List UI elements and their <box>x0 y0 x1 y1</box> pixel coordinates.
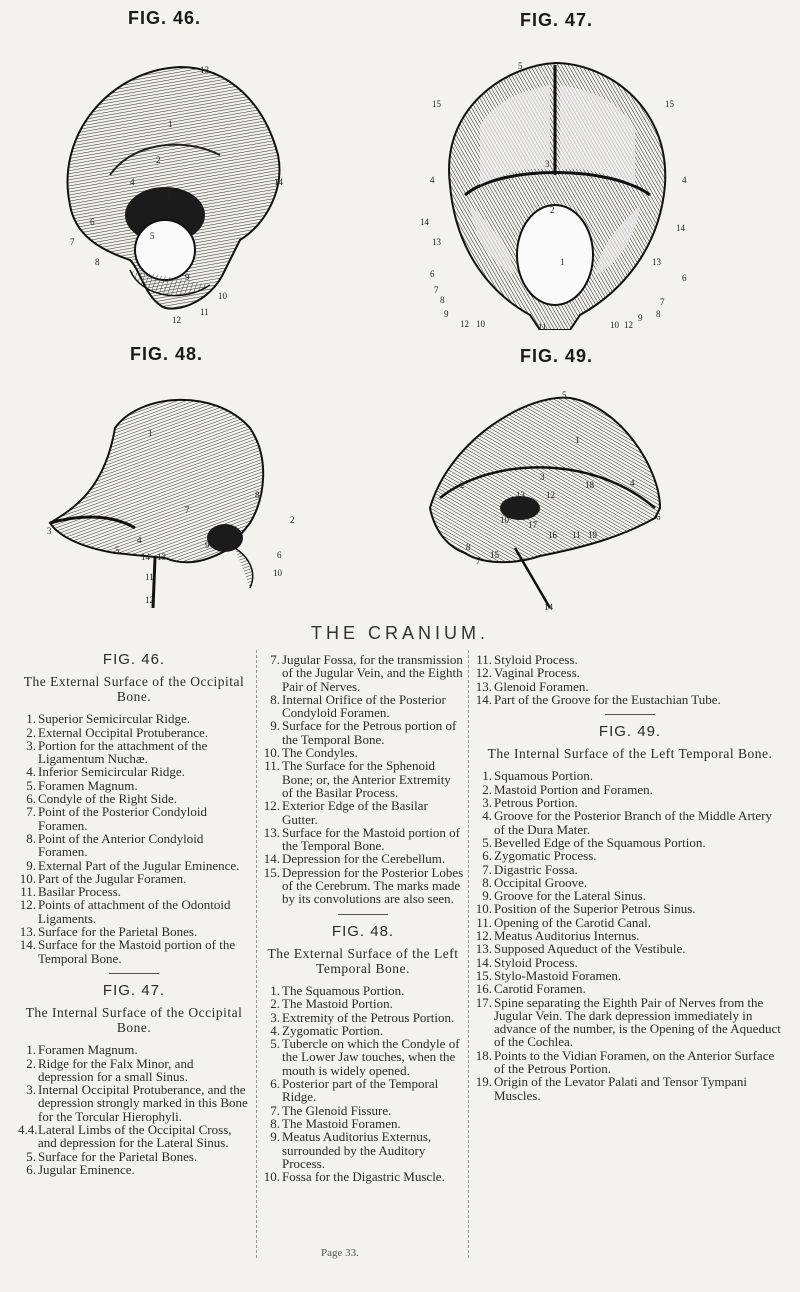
fig48-num-14: 14 <box>141 552 150 562</box>
legend-item-number: 7 . <box>262 1104 280 1117</box>
legend-item-text: The Condyles. <box>282 745 358 761</box>
legend-item-number: 13 . <box>18 925 36 938</box>
fig49-num-19: 19 <box>588 530 597 540</box>
fig47-num-11: 11 <box>538 322 547 330</box>
fig47-num-9a: 9 <box>444 309 449 319</box>
fig47-num-8a: 8 <box>440 295 445 305</box>
legend-item-number: 12 . <box>474 929 492 942</box>
fig49-num-13: 13 <box>516 490 525 500</box>
legend-item <box>474 956 786 969</box>
fig47-num-8b: 8 <box>656 309 661 319</box>
fig46-num-2: 2 <box>156 155 161 165</box>
legend-item-number: 15 . <box>474 969 492 982</box>
legend-item-text: Basilar Process. <box>38 884 122 900</box>
legend-item <box>262 1077 464 1104</box>
legend-item-text: Extremity of the Petrous Portion. <box>282 1009 455 1025</box>
legend-item <box>18 739 250 766</box>
fig47-num-12a: 12 <box>460 319 469 329</box>
legend-item-number: 2 . <box>18 1057 36 1070</box>
legend-item-text: Spine separating the Eighth Pair of Nerves from the Jugular Vein. The dark depression immediately in advance of the number, is the Opening of the Aqueduct of the Cochlea. <box>494 994 781 1050</box>
fig47-num-12b: 12 <box>624 320 633 330</box>
legend-item-number: 13 . <box>262 826 280 839</box>
legend-item-text: Posterior part of the Temporal Ridge. <box>282 1076 439 1105</box>
legend-item-text: Bevelled Edge of the Squamous Portion. <box>494 834 706 850</box>
fig48-label: FIG. 48. <box>130 344 204 364</box>
legend-item-number: 6 . <box>18 792 36 805</box>
legend-item-text: Fossa for the Digastric Muscle. <box>282 1169 445 1185</box>
fig49-num-4: 4 <box>630 478 635 488</box>
legend-item <box>18 938 250 965</box>
legend-item <box>262 1170 464 1183</box>
fig47-num-6a: 6 <box>430 269 435 279</box>
legend-item-number: 1 . <box>474 769 492 782</box>
fig47-num-7a: 7 <box>434 285 439 295</box>
legend-item-text: Styloid Process. <box>494 652 578 667</box>
legend-item-text: The Mastoid Foramen. <box>282 1115 401 1131</box>
legend-item <box>262 852 464 865</box>
fig46-num-7: 7 <box>70 237 75 247</box>
legend-item-number: 13 . <box>474 942 492 955</box>
fig49-label: FIG. 49. <box>520 346 594 366</box>
legend-item <box>474 902 786 915</box>
fig47-num-7b: 7 <box>660 297 665 307</box>
legend-item-text: Lateral Limbs of the Occipital Cross, and depression for the Lateral Sinus. <box>38 1122 232 1151</box>
legend-item-number: 3 . <box>18 1083 36 1096</box>
legend-item-text: Origin of the Levator Palati and Tensor Tympani Muscles. <box>494 1074 747 1103</box>
legend-item <box>18 1123 250 1150</box>
legend-item-text: Superior Semicircular Ridge. <box>38 711 190 727</box>
legend-item-number: 6 . <box>18 1163 36 1176</box>
fig48-num-8: 8 <box>255 490 260 500</box>
legend-item-number: 6 . <box>474 849 492 862</box>
legend-item-number: 4.4 . <box>18 1123 36 1136</box>
legend-item-text: Petrous Portion. <box>494 795 578 811</box>
legend-item <box>18 792 250 805</box>
legend-item <box>18 726 250 739</box>
legend-item-number: 3 . <box>474 796 492 809</box>
fig48-legend-heading: FIG. 48. <box>331 922 395 940</box>
legend-item-number: 14 . <box>18 938 36 951</box>
legend-item-number: 9 . <box>262 719 280 732</box>
fig49-num-2: 2 <box>460 480 465 490</box>
legend-item-text: Point of the Anterior Condyloid Foramen. <box>38 830 204 860</box>
legend-item <box>474 889 786 902</box>
legend-item-text: Zygomatic Process. <box>494 848 597 864</box>
column-divider-2 <box>468 650 469 1258</box>
legend-item-number: 7 . <box>18 805 36 818</box>
legend-item-number: 14 . <box>474 956 492 969</box>
legend-item-number: 6 . <box>262 1077 280 1090</box>
legend-item-number: 12 . <box>474 666 492 679</box>
legend-item <box>474 929 786 942</box>
legend-item-text: External Part of the Jugular Eminence. <box>38 857 240 873</box>
legend-item-number: 9 . <box>262 1130 280 1143</box>
fig47-num-2: 2 <box>550 205 555 215</box>
fig49-num-11: 11 <box>572 530 581 540</box>
legend-item <box>262 997 464 1010</box>
legend-item <box>18 859 250 872</box>
legend-item-text: Depression for the Cerebellum. <box>282 851 446 867</box>
legend-item-number: 8 . <box>18 832 36 845</box>
legend-item-text: Foramen Magnum. <box>38 777 138 793</box>
legend-item-number: 13 . <box>474 680 492 693</box>
legend-item-text: Glenoid Foramen. <box>494 678 589 694</box>
legend-item-number: 11 . <box>18 885 36 898</box>
fig49-num-15: 15 <box>490 550 499 560</box>
legend-item-number: 3 . <box>262 1011 280 1024</box>
legend-item <box>474 693 786 706</box>
legend-item <box>262 693 464 720</box>
legend-item-number: 19 . <box>474 1075 492 1088</box>
legend-item-text: Digastric Fossa. <box>494 861 578 877</box>
legend-item-number: 11 . <box>474 916 492 929</box>
legend-item <box>474 666 786 679</box>
fig47-num-14b: 14 <box>676 223 685 233</box>
fig48-num-10: 10 <box>273 568 282 578</box>
fig49-num-3: 3 <box>540 472 545 482</box>
legend-item-text: Point of the Posterior Condyloid Foramen. <box>38 804 207 833</box>
legend-item-text: Surface for the Mastoid portion of the Temporal Bone. <box>282 824 460 854</box>
legend-item-text: External Occipital Protuberance. <box>38 724 209 740</box>
fig46-illustration <box>50 55 290 330</box>
legend-item-number: 4 . <box>18 765 36 778</box>
legend-item <box>18 832 250 859</box>
legend-item <box>474 1049 786 1076</box>
legend-item <box>18 1057 250 1084</box>
section-title: THE CRANIUM. <box>311 623 489 643</box>
legend-item-text: Groove for the Posterior Branch of the Middle Artery of the Dura Mater. <box>494 808 772 837</box>
fig47-num-15b: 15 <box>665 99 674 109</box>
fig49-num-7: 7 <box>476 556 481 566</box>
legend-item-number: 15 . <box>262 866 280 879</box>
legend-item <box>262 653 464 693</box>
fig48-num-11: 11 <box>145 572 154 582</box>
legend-item-number: 5 . <box>474 836 492 849</box>
fig46-legend-heading: FIG. 46. <box>102 651 166 668</box>
legend-item <box>262 1024 464 1037</box>
legend-item-number: 5 . <box>18 779 36 792</box>
legend-item-number: 4 . <box>474 809 492 822</box>
legend-item <box>262 826 464 853</box>
legend-item <box>262 984 464 997</box>
legend-item-text: Opening of the Carotid Canal. <box>494 914 652 930</box>
fig49-num-14: 14 <box>544 602 553 612</box>
legend-item-number: 2 . <box>18 726 36 739</box>
legend-item <box>18 1163 250 1176</box>
legend-item-number: 10 . <box>262 746 280 759</box>
fig46-num-9: 9 <box>185 272 190 282</box>
legend-item <box>262 1104 464 1117</box>
legend-item <box>474 1075 786 1102</box>
fig47-num-3: 3 <box>545 159 550 169</box>
fig47-num-4a: 4 <box>430 175 435 185</box>
legend-item <box>474 653 786 666</box>
fig46-num-1: 1 <box>168 119 173 129</box>
legend-item-number: 7 . <box>262 653 280 666</box>
legend-item-text: Part of the Groove for the Eustachian Tube. <box>494 691 721 707</box>
legend-rule <box>338 914 388 915</box>
fig48-num-1: 1 <box>148 428 153 438</box>
legend-item-text: Depression for the Posterior Lobes of the Cerebrum. The marks made by its convolutions are also seen. <box>282 864 464 907</box>
fig47-num-1: 1 <box>560 257 565 267</box>
legend-item-text: Styloid Process. <box>494 954 578 970</box>
legend-item <box>262 1130 464 1170</box>
fig46-num-6: 6 <box>90 217 95 227</box>
fig48-num-13: 13 <box>157 552 166 562</box>
legend-item-number: 9 . <box>18 859 36 872</box>
legend-item-text: The Squamous Portion. <box>282 982 405 998</box>
legend-item <box>474 796 786 809</box>
legend-item-number: 12 . <box>18 898 36 911</box>
fig48-num-4: 4 <box>137 535 142 545</box>
legend-item-number: 1 . <box>262 984 280 997</box>
legend-column-2 <box>262 653 464 1183</box>
legend-item <box>474 836 786 849</box>
legend-item <box>262 1117 464 1130</box>
legend-item <box>262 719 464 746</box>
legend-item-number: 4 . <box>262 1024 280 1037</box>
fig46-num-12: 12 <box>172 315 181 325</box>
fig47-legend-list-continued <box>262 653 464 906</box>
legend-item-text: Surface for the Parietal Bones. <box>38 1148 198 1164</box>
fig49-illustration <box>420 388 680 613</box>
legend-item <box>262 746 464 759</box>
fig47-num-13a: 13 <box>432 237 441 247</box>
fig49-num-10: 10 <box>500 515 509 525</box>
legend-item <box>262 1037 464 1077</box>
legend-item <box>474 916 786 929</box>
legend-item <box>474 863 786 876</box>
fig48-illustration <box>45 388 295 613</box>
fig48-num-9: 9 <box>205 540 210 550</box>
fig47-num-9b: 9 <box>638 313 643 323</box>
legend-item-number: 2 . <box>262 997 280 1010</box>
fig46-num-3: 3 <box>165 187 170 197</box>
fig47-num-5: 5 <box>518 61 523 71</box>
fig47-num-6b: 6 <box>682 273 687 283</box>
fig46-num-11: 11 <box>200 307 209 317</box>
legend-item-text: Internal Occipital Protuberance, and the depression strongly marked in this Bone for the Torcular Hierophyli. <box>38 1082 248 1124</box>
legend-item <box>18 1150 250 1163</box>
fig48-num-7: 7 <box>185 505 190 515</box>
fig47-illustration <box>420 55 690 330</box>
fig46-label: FIG. 46. <box>128 8 202 28</box>
legend-item-text: Surface for the Petrous portion of the Temporal Bone. <box>282 718 457 747</box>
fig49-num-8: 8 <box>466 542 471 552</box>
legend-item <box>262 1011 464 1024</box>
fig49-num-6: 6 <box>656 512 661 522</box>
fig49-num-1: 1 <box>575 435 580 445</box>
legend-item-number: 5 . <box>262 1037 280 1050</box>
legend-item-number: 9 . <box>474 889 492 902</box>
fig48-num-5: 5 <box>115 545 120 555</box>
legend-item-text: Mastoid Portion and Foramen. <box>494 781 653 797</box>
legend-item-text: Tubercle on which the Condyle of the Lower Jaw touches, when the mouth is widely opened. <box>282 1036 460 1078</box>
legend-item <box>18 872 250 885</box>
fig48-num-2: 2 <box>290 515 295 525</box>
legend-item <box>474 769 786 782</box>
legend-item-text: Carotid Foramen. <box>494 981 586 997</box>
legend-item-number: 1 . <box>18 712 36 725</box>
fig49-legend-heading: FIG. 49. <box>598 723 662 741</box>
legend-item-number: 11 . <box>262 759 280 772</box>
fig49-legend-list <box>474 769 786 1101</box>
fig48-num-6: 6 <box>277 550 282 560</box>
legend-item-text: Squamous Portion. <box>494 768 593 784</box>
legend-item-number: 11 . <box>474 653 492 666</box>
legend-column-1 <box>18 653 250 1176</box>
legend-item-text: The Glenoid Fissure. <box>282 1102 392 1118</box>
legend-item-text: The Surface for the Sphenoid Bone; or, the Anterior Extremity of the Basilar Process. <box>282 758 451 800</box>
legend-item-text: Meatus Auditorius Internus. <box>494 928 640 944</box>
legend-item-number: 8 . <box>262 1117 280 1130</box>
fig46-num-14: 14 <box>274 177 283 187</box>
legend-item-number: 1 . <box>18 1043 36 1056</box>
fig47-num-4b: 4 <box>682 175 687 185</box>
legend-item-number: 14 . <box>474 693 492 706</box>
legend-item <box>474 876 786 889</box>
fig47-legend-subheading: The Internal Surface of the Occipital Bone. <box>25 1005 243 1036</box>
legend-item <box>474 783 786 796</box>
fig47-num-15a: 15 <box>432 99 441 109</box>
legend-item <box>18 712 250 725</box>
fig47-num-14a: 14 <box>420 217 429 227</box>
legend-item-number: 7 . <box>474 863 492 876</box>
fig47-num-10a: 10 <box>476 319 485 329</box>
fig46-num-5: 5 <box>150 231 155 241</box>
legend-item-number: 8 . <box>262 693 280 706</box>
legend-item-number: 14 . <box>262 852 280 865</box>
legend-item <box>18 805 250 832</box>
legend-item-text: Inferior Semicircular Ridge. <box>38 764 185 780</box>
legend-item-text: Points of attachment of the Odontoid Ligaments. <box>38 897 231 926</box>
fig46-num-4: 4 <box>130 177 135 187</box>
legend-item-text: Exterior Edge of the Basilar Gutter. <box>282 798 428 827</box>
legend-rule <box>605 714 655 715</box>
fig49-num-17: 17 <box>528 520 537 530</box>
legend-column-3 <box>474 653 786 1102</box>
legend-item-text: Internal Orifice of the Posterior Condyloid Foramen. <box>282 691 446 721</box>
legend-item-text: Stylo-Mastoid Foramen. <box>494 967 622 983</box>
fig47-num-10b: 10 <box>610 320 619 330</box>
legend-item-number: 10 . <box>474 902 492 915</box>
legend-item-number: 12 . <box>262 799 280 812</box>
legend-item <box>474 982 786 995</box>
legend-item-text: Jugular Fossa, for the transmission of the Jugular Vein, and the Eighth Pair of Nerves. <box>282 652 463 694</box>
legend-item-number: 10 . <box>18 872 36 885</box>
fig47-legend-list <box>18 1043 250 1176</box>
legend-item <box>262 799 464 826</box>
legend-item <box>18 925 250 938</box>
legend-item-text: Part of the Jugular Foramen. <box>38 870 187 886</box>
fig47-num-13b: 13 <box>652 257 661 267</box>
column-divider-1 <box>256 650 257 1258</box>
legend-rule <box>109 973 159 974</box>
fig49-num-12: 12 <box>546 490 555 500</box>
legend-item <box>18 1043 250 1056</box>
legend-item-text: Occipital Groove. <box>494 874 588 890</box>
legend-item-text: Position of the Superior Petrous Sinus. <box>494 901 696 917</box>
legend-item <box>474 942 786 955</box>
fig49-num-5: 5 <box>562 390 567 400</box>
legend-item-text: Foramen Magnum. <box>38 1042 138 1058</box>
fig47-legend-heading: FIG. 47. <box>102 981 166 999</box>
fig47-label: FIG. 47. <box>520 10 594 30</box>
legend-item-number: 18 . <box>474 1049 492 1062</box>
legend-item <box>18 885 250 898</box>
legend-item-text: Supposed Aqueduct of the Vestibule. <box>494 941 686 957</box>
legend-item-text: Portion for the attachment of the Ligamentum Nuchæ. <box>38 737 208 767</box>
legend-item-text: Zygomatic Portion. <box>282 1022 384 1038</box>
legend-item <box>474 809 786 836</box>
legend-item-text: Vaginal Process. <box>494 665 580 681</box>
fig46-legend-subheading: The External Surface of the Occipital Bone. <box>23 674 245 705</box>
legend-item-text: Meatus Auditorius Externus, surrounded by the Auditory Process. <box>282 1129 432 1171</box>
legend-item-text: Jugular Eminence. <box>38 1161 135 1177</box>
legend-item <box>474 680 786 693</box>
legend-item-number: 10 . <box>262 1170 280 1183</box>
legend-item-number: 8 . <box>474 876 492 889</box>
legend-item-text: Points to the Vidian Foramen, on the Anterior Surface of the Petrous Portion. <box>494 1047 775 1077</box>
fig48-legend-subheading: The External Surface of the Left Temporal Bone. <box>267 945 459 976</box>
legend-item-number: 5 . <box>18 1150 36 1163</box>
legend-item-number: 2 . <box>474 783 492 796</box>
legend-item <box>262 866 464 906</box>
page-number: Page 33. <box>321 1247 359 1259</box>
legend-item <box>474 996 786 1049</box>
fig48-num-12: 12 <box>145 595 154 605</box>
legend-item-number: 17 . <box>474 996 492 1009</box>
legend-item-text: Surface for the Parietal Bones. <box>38 924 198 940</box>
legend-item-text: Ridge for the Falx Minor, and depression for a small Sinus. <box>38 1055 194 1084</box>
legend-item <box>18 898 250 925</box>
legend-item <box>18 1083 250 1123</box>
legend-item <box>18 765 250 778</box>
fig48-num-3: 3 <box>47 526 52 536</box>
legend-item-number: 16 . <box>474 982 492 995</box>
fig48-legend-list <box>262 984 464 1183</box>
legend-item <box>262 759 464 799</box>
legend-item <box>474 969 786 982</box>
legend-item <box>474 849 786 862</box>
fig49-num-18: 18 <box>585 480 594 490</box>
fig49-num-16: 16 <box>548 530 557 540</box>
fig46-num-10: 10 <box>218 291 227 301</box>
legend-item-text: Condyle of the Right Side. <box>38 791 178 807</box>
legend-item <box>18 779 250 792</box>
legend-item-text: Groove for the Lateral Sinus. <box>494 888 646 904</box>
fig46-legend-list <box>18 712 250 965</box>
fig48-legend-list-continued <box>474 653 786 706</box>
fig49-legend-subheading: The Internal Surface of the Left Temporal Bone. <box>487 746 773 762</box>
legend-item-number: 3 . <box>18 739 36 752</box>
fig46-num-13: 13 <box>200 65 209 75</box>
legend-item-text: The Mastoid Portion. <box>282 996 393 1012</box>
fig46-num-8: 8 <box>95 257 100 267</box>
legend-item-text: Surface for the Mastoid portion of the Temporal Bone. <box>38 937 236 966</box>
